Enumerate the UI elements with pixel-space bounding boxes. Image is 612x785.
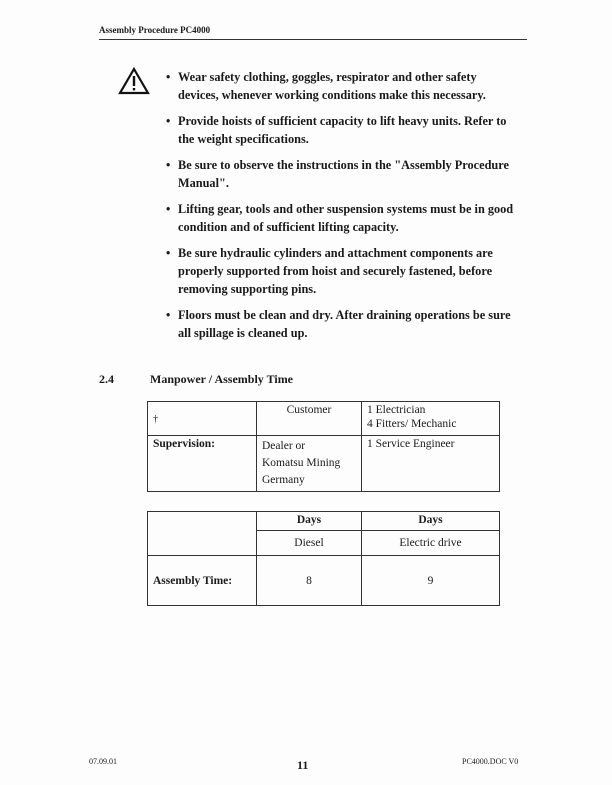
- page-number: 11: [297, 758, 309, 772]
- section-heading: [99, 372, 519, 387]
- supervisor-cell: 1 Service Engineer: [362, 436, 500, 492]
- staff-cell: [362, 402, 500, 436]
- days-header-diesel: Days: [257, 512, 362, 531]
- safety-item: • Lifting gear, tools and other suspension systems must be in good condition and of sufficient lifting capacity.: [160, 200, 520, 236]
- dealer-line: Dealer or: [262, 440, 306, 452]
- safety-item: • Floors must be clean and dry. After draining operations be sure all spillage is cleaned up.: [160, 306, 520, 342]
- electric-label: Electric drive: [362, 531, 500, 556]
- footer-doc: PC4000.DOC V0: [462, 757, 519, 766]
- days-header-electric: Days: [362, 512, 500, 531]
- safety-list: [160, 68, 520, 342]
- safety-item: • Be sure hydraulic cylinders and attachment components are properly supported from hoist and securely fastened, before removing supporting pins.: [160, 244, 520, 298]
- customer-cell: Customer: [257, 402, 362, 436]
- assembly-time-table: [147, 511, 500, 606]
- dealer-line: Germany: [262, 474, 305, 486]
- safety-item: • Be sure to observe the instructions in the "Assembly Procedure Manual".: [160, 156, 520, 192]
- section-number: 2.4: [99, 372, 114, 386]
- section-title: Manpower / Assembly Time: [150, 372, 294, 386]
- dealer-line: Komatsu Mining: [262, 457, 341, 469]
- header-title: Assembly Procedure PC4000: [99, 25, 211, 35]
- staff-icon-cell: [148, 402, 257, 436]
- staff-line: 1 Electrician: [367, 404, 426, 416]
- diesel-label: Diesel: [257, 531, 362, 556]
- person-icon: †: [153, 414, 158, 425]
- empty-cell: [148, 512, 257, 556]
- diesel-days: 8: [257, 556, 362, 606]
- dealer-cell: [257, 436, 362, 492]
- header-rule: [99, 39, 527, 40]
- manpower-table: [147, 401, 500, 492]
- safety-item: • Provide hoists of sufficient capacity to lift heavy units. Refer to the weight specifications.: [160, 112, 520, 148]
- assembly-time-label: Assembly Time:: [148, 556, 257, 606]
- safety-item: • Wear safety clothing, goggles, respirator and other safety devices, whenever working conditions make this necessary.: [160, 68, 520, 104]
- footer-date: 07.09.01: [89, 757, 117, 766]
- supervision-label: Supervision:: [148, 436, 257, 492]
- staff-line: 4 Fitters/ Mechanic: [367, 418, 457, 430]
- content-flow: [99, 68, 519, 606]
- electric-days: 9: [362, 556, 500, 606]
